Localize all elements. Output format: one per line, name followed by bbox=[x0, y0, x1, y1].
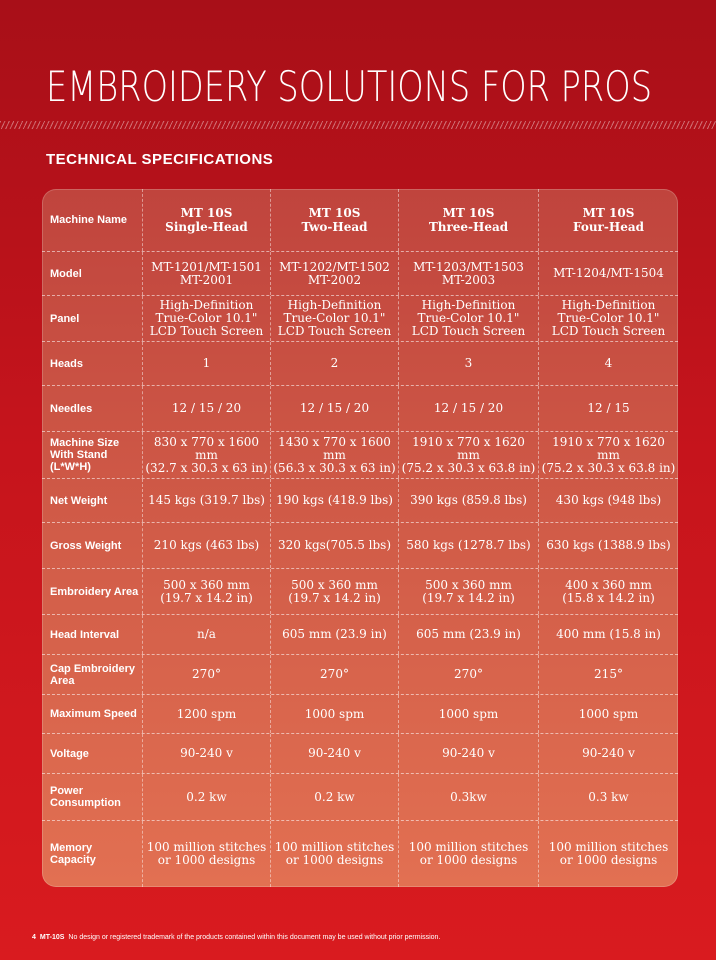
section-subtitle: TECHNICAL SPECIFICATIONS bbox=[46, 151, 274, 168]
column-header: MT 10S Single-Head bbox=[142, 189, 270, 251]
row-label: Model bbox=[50, 267, 82, 280]
row-label: Heads bbox=[50, 357, 84, 370]
row-label: Machine Size With Stand (L*W*H) bbox=[50, 437, 120, 473]
table-cell: 1910 x 770 x 1620 mm (75.2 x 30.3 x 63.8 in) bbox=[398, 432, 538, 478]
page-number: 4 bbox=[32, 934, 36, 941]
row-label: Needles bbox=[50, 402, 93, 415]
table-cell: 0.3kw bbox=[398, 774, 538, 820]
page-title: EMBROIDERY SOLUTIONS FOR PROS bbox=[46, 62, 653, 111]
table-cell: 430 kgs (948 lbs) bbox=[538, 479, 678, 522]
table-cell: 605 mm (23.9 in) bbox=[270, 615, 398, 654]
row-label: Voltage bbox=[50, 747, 89, 760]
row-label: Head Interval bbox=[50, 628, 120, 641]
row-label: Net Weight bbox=[50, 494, 108, 507]
table-cell: 390 kgs (859.8 lbs) bbox=[398, 479, 538, 522]
table-cell: 90-240 v bbox=[142, 734, 270, 773]
table-cell: 270° bbox=[398, 655, 538, 694]
table-cell: 100 million stitches or 1000 designs bbox=[270, 821, 398, 887]
table-cell: 0.3 kw bbox=[538, 774, 678, 820]
table-cell: 1 bbox=[142, 342, 270, 385]
table-cell: 12 / 15 bbox=[538, 386, 678, 431]
table-row bbox=[42, 734, 678, 774]
row-label: Machine Name bbox=[50, 214, 128, 226]
table-row bbox=[42, 569, 678, 615]
table-cell: 90-240 v bbox=[538, 734, 678, 773]
row-label: Maximum Speed bbox=[50, 708, 137, 720]
table-cell: 2 bbox=[270, 342, 398, 385]
row-label: Gross Weight bbox=[50, 539, 122, 552]
table-cell: 210 kgs (463 lbs) bbox=[142, 523, 270, 568]
column-header: MT 10S Four-Head bbox=[538, 189, 678, 251]
table-cell: 0.2 kw bbox=[270, 774, 398, 820]
table-cell: 830 x 770 x 1600 mm (32.7 x 30.3 x 63 in) bbox=[142, 432, 270, 478]
table-cell: High-Definition True-Color 10.1" LCD Touch Screen bbox=[270, 296, 398, 341]
table-row bbox=[42, 523, 678, 569]
page-footer bbox=[32, 934, 440, 941]
row-label: Panel bbox=[50, 312, 80, 325]
table-cell: 1000 spm bbox=[270, 695, 398, 733]
row-label: Embroidery Area bbox=[50, 585, 139, 598]
table-row bbox=[42, 655, 678, 695]
table-cell: 270° bbox=[270, 655, 398, 694]
table-cell: High-Definition True-Color 10.1" LCD Touch Screen bbox=[398, 296, 538, 341]
row-label: Memory Capacity bbox=[50, 842, 96, 866]
table-cell: 1200 spm bbox=[142, 695, 270, 733]
table-row bbox=[42, 342, 678, 386]
table-cell: 12 / 15 / 20 bbox=[270, 386, 398, 431]
table-cell: 90-240 v bbox=[270, 734, 398, 773]
table-cell: 0.2 kw bbox=[142, 774, 270, 820]
column-header: MT 10S Three-Head bbox=[398, 189, 538, 251]
table-cell: 500 x 360 mm (19.7 x 14.2 in) bbox=[142, 569, 270, 614]
table-cell: MT-1204/MT-1504 bbox=[538, 252, 678, 295]
table-row bbox=[42, 296, 678, 342]
row-label: Power Consumption bbox=[50, 785, 121, 809]
table-row bbox=[42, 386, 678, 432]
table-row bbox=[42, 695, 678, 734]
column-header: MT 10S Two-Head bbox=[270, 189, 398, 251]
table-cell: 270° bbox=[142, 655, 270, 694]
table-cell: 1910 x 770 x 1620 mm (75.2 x 30.3 x 63.8 in) bbox=[538, 432, 678, 478]
table-cell: n/a bbox=[142, 615, 270, 654]
table-cell: 630 kgs (1388.9 lbs) bbox=[538, 523, 678, 568]
specifications-table bbox=[42, 189, 678, 887]
table-row bbox=[42, 252, 678, 296]
table-row bbox=[42, 432, 678, 479]
table-cell: 400 x 360 mm (15.8 x 14.2 in) bbox=[538, 569, 678, 614]
table-cell: MT-1203/MT-1503 MT-2003 bbox=[398, 252, 538, 295]
table-cell: 500 x 360 mm (19.7 x 14.2 in) bbox=[270, 569, 398, 614]
table-cell: 605 mm (23.9 in) bbox=[398, 615, 538, 654]
table-row bbox=[42, 774, 678, 821]
table-cell: 190 kgs (418.9 lbs) bbox=[270, 479, 398, 522]
row-label: Cap Embroidery Area bbox=[50, 662, 135, 687]
table-cell: 1000 spm bbox=[398, 695, 538, 733]
table-cell: 580 kgs (1278.7 lbs) bbox=[398, 523, 538, 568]
table-cell: 500 x 360 mm (19.7 x 14.2 in) bbox=[398, 569, 538, 614]
table-cell: MT-1201/MT-1501 MT-2001 bbox=[142, 252, 270, 295]
table-cell: 320 kgs(705.5 lbs) bbox=[270, 523, 398, 568]
table-row bbox=[42, 479, 678, 523]
table-cell: 1430 x 770 x 1600 mm (56.3 x 30.3 x 63 in) bbox=[270, 432, 398, 478]
table-cell: High-Definition True-Color 10.1" LCD Touch Screen bbox=[538, 296, 678, 341]
table-cell: 145 kgs (319.7 lbs) bbox=[142, 479, 270, 522]
table-cell: 12 / 15 / 20 bbox=[398, 386, 538, 431]
table-cell: 4 bbox=[538, 342, 678, 385]
table-cell: High-Definition True-Color 10.1" LCD Touch Screen bbox=[142, 296, 270, 341]
table-cell: 400 mm (15.8 in) bbox=[538, 615, 678, 654]
table-cell: 215° bbox=[538, 655, 678, 694]
table-cell: 12 / 15 / 20 bbox=[142, 386, 270, 431]
table-row bbox=[42, 821, 678, 887]
hatch-divider bbox=[0, 121, 716, 129]
table-cell: 3 bbox=[398, 342, 538, 385]
table-cell: 1000 spm bbox=[538, 695, 678, 733]
table-row bbox=[42, 615, 678, 655]
table-cell: 100 million stitches or 1000 designs bbox=[538, 821, 678, 887]
table-cell: 100 million stitches or 1000 designs bbox=[142, 821, 270, 887]
footer-product: MT-10S bbox=[39, 934, 65, 941]
table-cell: 100 million stitches or 1000 designs bbox=[398, 821, 538, 887]
footer-notice: No design or registered trademark of the products contained within this document may be used without prior permission. bbox=[68, 934, 441, 941]
table-cell: MT-1202/MT-1502 MT-2002 bbox=[270, 252, 398, 295]
table-cell: 90-240 v bbox=[398, 734, 538, 773]
table-row bbox=[42, 189, 678, 252]
